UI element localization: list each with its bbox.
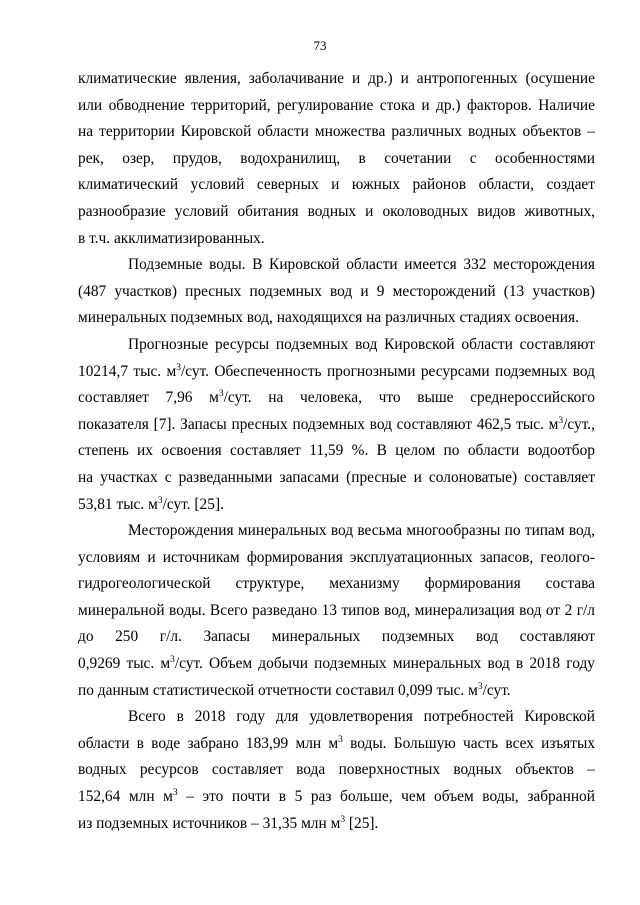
text-line: Подземные воды. В Кировской области имеется 332 месторождения xyxy=(128,256,595,274)
body-text xyxy=(78,66,595,837)
text-line: степень их освоения составляет 11,59 %. В целом по области водоотбор xyxy=(78,442,595,460)
text-line: составляет 7,96 $м^3$/сут. на человека, что выше среднероссийского xyxy=(78,389,595,407)
text-line: Всего в 2018 году для удовлетворения потребностей Кировской xyxy=(128,708,595,726)
text-line: Месторождения минеральных вод весьма многообразны по типам вод, xyxy=(128,522,595,540)
text-line: 53,81 тыс. $м^3$/сут. [25]. xyxy=(78,495,224,513)
text-line: рек, озер, прудов, водохранилищ, в сочетании с особенностями xyxy=(78,149,595,167)
text-line: (487 участков) пресных подземных вод и 9 месторождений (13 участков) xyxy=(78,282,595,300)
text-line: по данным статистической отчетности составил 0,099 тыс. $м^3$/сут. xyxy=(78,681,511,699)
text-line: Прогнозные ресурсы подземных вод Кировской области составляют xyxy=(128,335,595,353)
page-number: 73 xyxy=(313,38,327,53)
text-line: условиям и источникам формирования эксплуатационных запасов, геолого- xyxy=(78,548,595,566)
text-line: климатические явления, заболачивание и др.) и антропогенных (осушение xyxy=(78,70,595,87)
text-line: 10214,7 тыс. $м^3$/сут. Обеспеченность прогнозными ресурсами подземных вод xyxy=(78,362,596,380)
text-line: или обводнение территорий, регулирование стока и др.) факторов. Наличие xyxy=(78,96,595,114)
text-line: разнообразие условий обитания водных и околоводных видов животных, xyxy=(78,202,595,220)
text-line: минеральной воды. Всего разведано 13 типов вод, минерализация вод от 2 г/л xyxy=(78,601,595,619)
text-line: водных ресурсов составляет вода поверхностных водных объектов – xyxy=(78,761,595,779)
text-line: 0,9269 тыс. $м^3$/сут. Объем добычи подземных минеральных вод в 2018 году xyxy=(78,655,595,673)
text-line: показателя [7]. Запасы пресных подземных вод составляют 462,5 тыс. $м^3$/сут., xyxy=(78,415,595,433)
text-line: области в воде забрано 183,99 млн $м^3$ воды. Большую часть всех изъятых xyxy=(78,734,596,752)
text-line: климатический условий северных и южных районов области, создает xyxy=(78,176,595,194)
text-line: на участках с разведанными запасами (пресные и солоноватые) составляет xyxy=(78,468,595,486)
text-line: из подземных источников – 31,35 млн $м^3$ [25]. xyxy=(78,814,379,832)
text-line: в т.ч. акклиматизированных. xyxy=(78,229,265,247)
text-line: гидрогеологической структуре, механизму формирования состава xyxy=(78,575,595,593)
text-line: на территории Кировской области множества различных водных объектов – xyxy=(78,123,595,141)
text-line: минеральных подземных вод, находящихся на различных стадиях освоения. xyxy=(78,309,579,327)
text-line: 152,64 млн $м^3$ – это почти в 5 раз больше, чем объем воды, забранной xyxy=(78,788,595,806)
text-line: до 250 г/л. Запасы минеральных подземных вод составляют xyxy=(78,628,595,646)
